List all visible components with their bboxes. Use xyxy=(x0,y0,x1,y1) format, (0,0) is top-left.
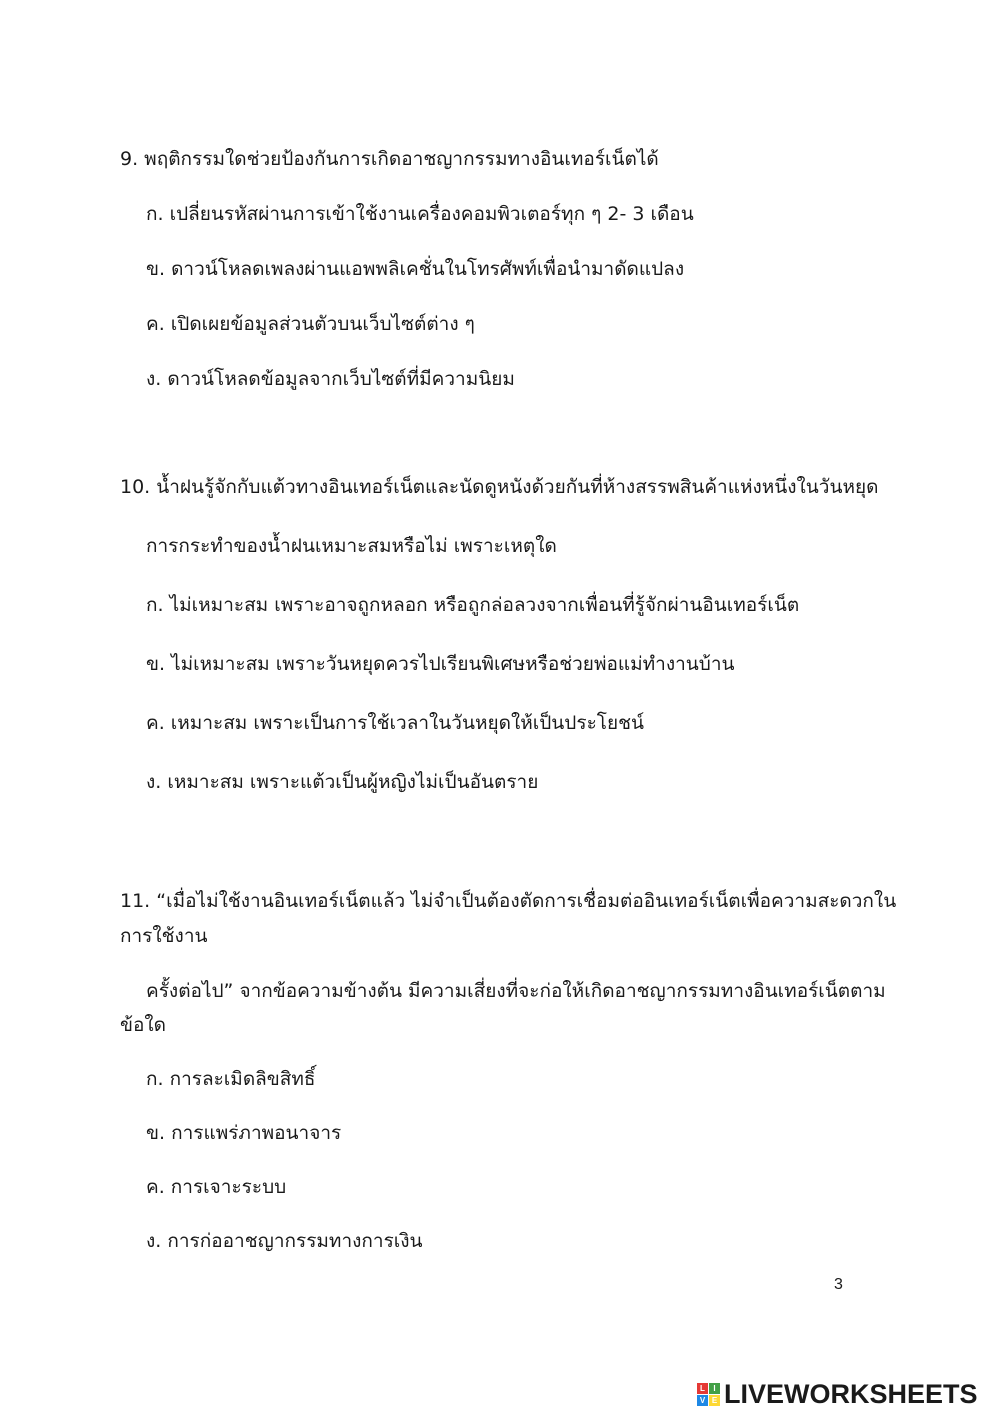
question-9-option-b[interactable]: ข. ดาวน์โหลดเพลงผ่านแอพพลิเคชั่นในโทรศัพท์เพื่อนำมาดัดแปลง xyxy=(146,258,685,280)
question-10-option-d[interactable]: ง. เหมาะสม เพราะแต้วเป็นผู้หญิงไม่เป็นอันตราย xyxy=(146,771,539,793)
question-11-option-b[interactable]: ข. การแพร่ภาพอนาจาร xyxy=(146,1122,342,1144)
logo-cell-i: I xyxy=(709,1383,720,1394)
question-10-text-continued: การกระทำของน้ำฝนเหมาะสมหรือไม่ เพราะเหตุใด xyxy=(146,535,557,557)
question-10-option-a[interactable]: ก. ไม่เหมาะสม เพราะอาจถูกหลอก หรือถูกล่อลวงจากเพื่อนที่รู้จักผ่านอินเทอร์เน็ต xyxy=(146,594,800,616)
question-9-text: 9. พฤติกรรมใดช่วยป้องกันการเกิดอาชญากรรมทางอินเทอร์เน็ตได้ xyxy=(120,148,659,170)
logo-cell-e: E xyxy=(709,1395,720,1406)
question-10-text: 10. น้ำฝนรู้จักกับแต้วทางอินเทอร์เน็ตและนัดดูหนังด้วยกันที่ห้างสรรพสินค้าแห่งหนึ่งในวันหยุด xyxy=(120,476,879,498)
question-11-text-continued: ครั้งต่อไป” จากข้อความข้างต้น มีความเสี่ยงที่จะก่อให้เกิดอาชญากรรมทางอินเทอร์เน็ตตาม xyxy=(146,980,886,1002)
page-number: 3 xyxy=(834,1276,843,1293)
logo-cell-v: V xyxy=(697,1395,708,1406)
question-9-option-c[interactable]: ค. เปิดเผยข้อมูลส่วนตัวบนเว็บไซต์ต่าง ๆ xyxy=(146,313,475,335)
question-11-text-continued-wrap: ข้อใด xyxy=(120,1014,167,1036)
watermark-text: LIVEWORKSHEETS xyxy=(724,1378,978,1409)
liveworksheets-logo-icon xyxy=(697,1383,720,1406)
question-9-option-a[interactable]: ก. เปลี่ยนรหัสผ่านการเข้าใช้งานเครื่องคอมพิวเตอร์ทุก ๆ 2- 3 เดือน xyxy=(146,203,694,225)
question-11-text: 11. “เมื่อไม่ใช้งานอินเทอร์เน็ตแล้ว ไม่จำเป็นต้องตัดการเชื่อมต่ออินเทอร์เน็ตเพื่อความสะดวกใน xyxy=(120,890,897,912)
question-11-option-c[interactable]: ค. การเจาะระบบ xyxy=(146,1176,287,1198)
question-10-option-c[interactable]: ค. เหมาะสม เพราะเป็นการใช้เวลาในวันหยุดให้เป็นประโยชน์ xyxy=(146,712,644,734)
question-11-option-d[interactable]: ง. การก่ออาชญากรรมทางการเงิน xyxy=(146,1230,423,1252)
question-10-option-b[interactable]: ข. ไม่เหมาะสม เพราะวันหยุดควรไปเรียนพิเศษหรือช่วยพ่อแม่ทำงานบ้าน xyxy=(146,653,735,675)
question-11-option-a[interactable]: ก. การละเมิดลิขสิทธิ์ xyxy=(146,1068,316,1090)
logo-cell-l: L xyxy=(697,1383,708,1394)
question-9-option-d[interactable]: ง. ดาวน์โหลดข้อมูลจากเว็บไซต์ที่มีความนิยม xyxy=(146,368,515,390)
question-11-text-wrap: การใช้งาน xyxy=(120,925,208,947)
liveworksheets-watermark xyxy=(697,1378,978,1410)
